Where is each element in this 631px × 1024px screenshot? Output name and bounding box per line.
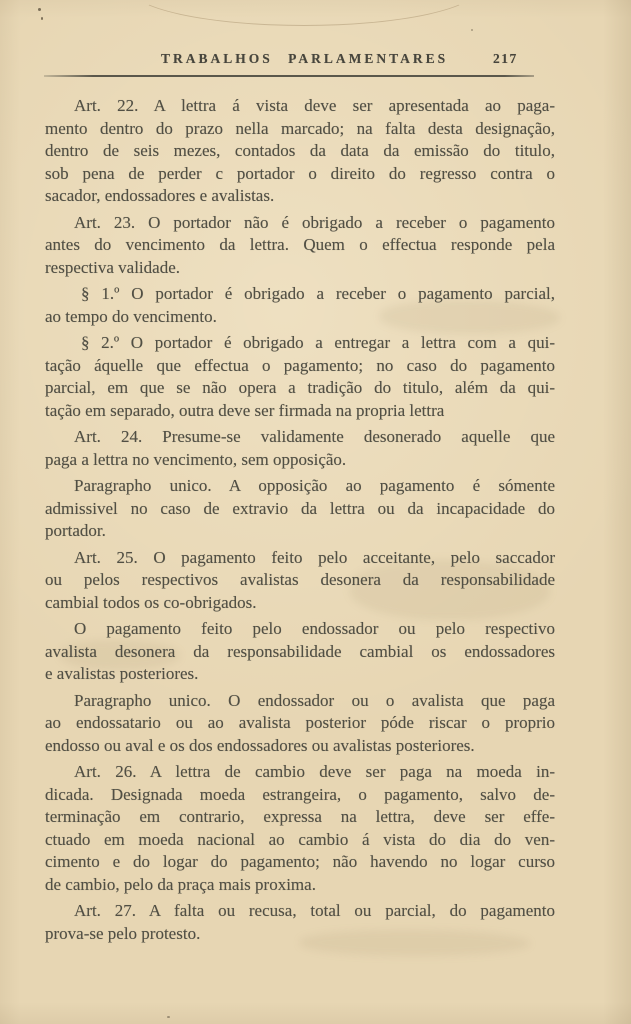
text-line: admissivel no caso de extravio da lettra ou da incapacidade do [45, 498, 555, 518]
page-body [45, 95, 555, 945]
page-number: 217 [493, 51, 518, 66]
text-line: Art. 25. O pagamento feito pelo acceitante, pelo saccador [74, 547, 555, 567]
text-line: portador. [45, 521, 106, 540]
text-line: sob pena de perder c portador o direito do regresso contra o [45, 163, 555, 183]
paragraph-art-26 [45, 757, 555, 896]
text-line: paga a lettra no vencimento, sem opposição. [45, 449, 347, 469]
paragraph-art-24 [45, 422, 555, 471]
text-line: Paragrapho unico. O endossador ou o avalista que paga [74, 690, 555, 710]
text-line: e avalistas posteriores. [45, 664, 199, 683]
ink-speck [38, 8, 41, 11]
text-line: respectiva validade. [45, 257, 180, 277]
text-line: Art. 27. A falta ou recusa, total ou parcial, do pagamento [74, 901, 555, 920]
text-line: cimento e do logar do pagamento; não havendo no logar curso [45, 852, 555, 871]
ink-speck [471, 29, 473, 31]
text-line: Art. 22. A lettra á vista deve ser apresentada ao paga- [74, 96, 555, 115]
paragraph-art-27 [45, 896, 555, 945]
running-title: TRABALHOS PARLAMENTARES [161, 51, 449, 66]
text-line: § 2.º O portador é obrigado a entregar a lettra com a qui- [81, 333, 555, 352]
text-line: ou pelos respectivos avalistas desonera da responsabilidade [45, 570, 555, 589]
text-line: ao endossatario ou ao avalista posterior póde riscar o proprio [45, 713, 555, 732]
text-line: ctuado em moeda nacional ao cambio á vista do dia do ven- [45, 829, 555, 849]
page-crease-mark [128, 0, 480, 26]
text-line: cambial todos os co-obrigados. [45, 592, 257, 612]
text-line: antes do vencimento da lettra. Quem o effectua responde pela [45, 235, 555, 254]
text-line: terminação em contrario, expressa na lettra, deve ser effe- [45, 807, 555, 826]
text-line: tação em separado, outra deve ser firmada na propria lettra [45, 400, 445, 420]
text-line: ao tempo do vencimento. [45, 306, 217, 326]
text-line: tação áquelle que effectua o pagamento; no caso do pagamento [45, 355, 555, 375]
paragraph-art-25-par-unico [45, 686, 555, 758]
text-line: prova-se pelo protesto. [45, 923, 201, 943]
text-line: Art. 26. A lettra de cambio deve ser paga na moeda in- [74, 762, 555, 781]
text-line: mento dentro do prazo nella marcado; na falta desta designação, [45, 118, 555, 138]
text-line: endosso ou aval e os dos endossadores ou avalistas posteriores. [45, 735, 475, 755]
paragraph-art-23 [45, 208, 555, 280]
text-line: dicada. Designada moeda estrangeira, o pagamento, salvo de- [45, 784, 555, 804]
text-line: dentro de seis mezes, contados da data da emissão do titulo, [45, 141, 555, 160]
text-line: Paragrapho unico. A opposição ao pagamento é sómente [74, 476, 555, 495]
text-line: sacador, endossadores e avalistas. [45, 186, 275, 205]
paragraph-art-24-par-unico [45, 471, 555, 543]
header-rule [44, 75, 534, 77]
paragraph-art-23-par-1 [45, 279, 555, 328]
text-line: avalista desonera da responsabilidade cambial os endossadores [45, 641, 555, 661]
text-line: Art. 23. O portador não é obrigado a receber o pagamento [74, 212, 555, 232]
text-line: parcial, em que se não opera a tradição do titulo, além da qui- [45, 378, 555, 397]
ink-speck [41, 17, 43, 20]
paragraph-art-25-alinea [45, 614, 555, 686]
paragraph-art-25 [45, 543, 555, 615]
paragraph-art-23-par-2 [45, 328, 555, 422]
text-line: O pagamento feito pelo endossador ou pelo respectivo [74, 619, 555, 638]
text-line: de cambio, pelo da praça mais proxima. [45, 874, 316, 894]
text-line: Art. 24. Presume-se validamente desonerado aquelle que [74, 427, 555, 446]
paragraph-art-22 [45, 95, 555, 208]
text-line: § 1.º O portador é obrigado a receber o pagamento parcial, [81, 284, 555, 303]
ink-speck [167, 1016, 170, 1018]
